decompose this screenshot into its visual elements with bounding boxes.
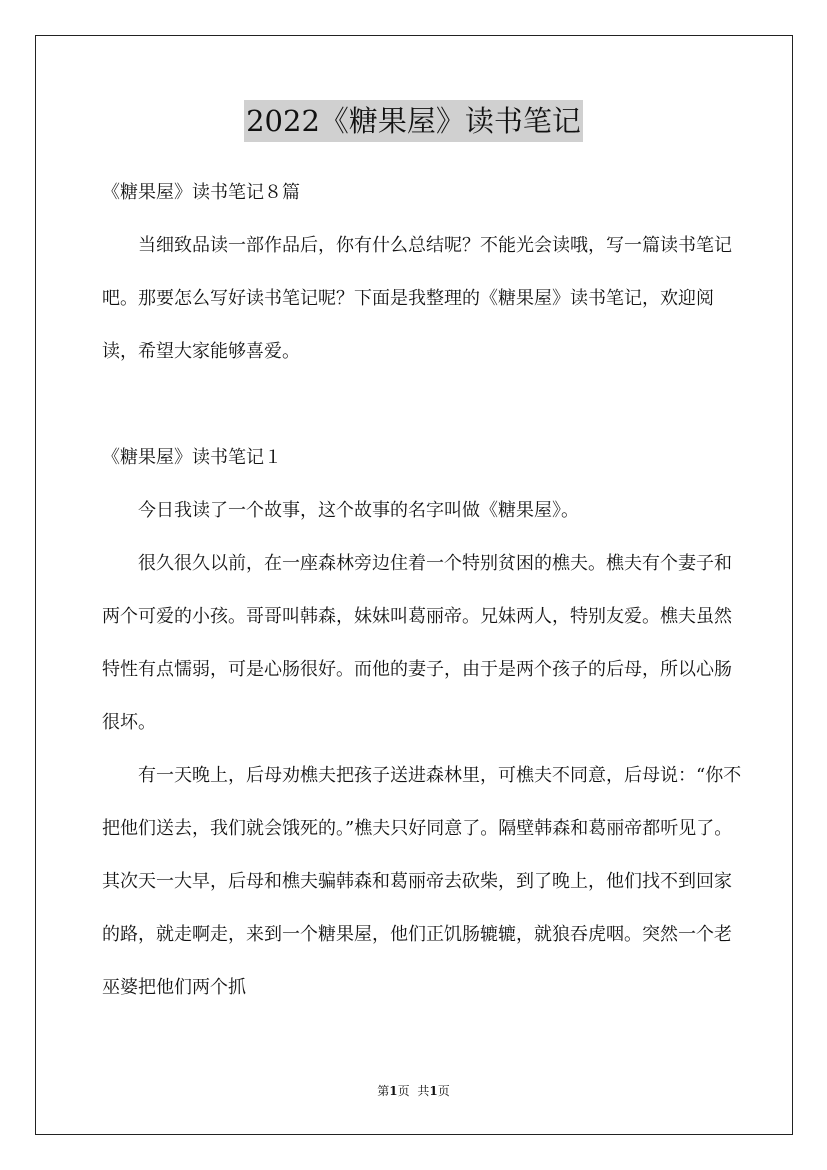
total-pages: 1 [429,1084,438,1098]
blank-line [102,378,742,431]
document-title: 2022《糖果屋》读书笔记 [244,100,583,142]
subtitle: 《糖果屋》读书笔记８篇 [102,182,300,203]
page-number: 1 [389,1084,398,1098]
body-paragraph: 很久很久以前，在一座森林旁边住着一个特别贫困的樵夫。樵夫有个妻子和两个可爱的小孩。哥哥叫韩森，妹妹叫葛丽帝。兄妹两人，特别友爱。樵夫虽然特性有点懦弱，可是心肠很好。而他的妻子，由于是两个孩子的后母，所以心肠很坏。 [102,553,732,733]
section-heading: 《糖果屋》读书笔记１ [102,447,282,468]
title-container [0,100,827,142]
body-paragraph: 有一天晚上，后母劝樵夫把孩子送进森林里，可樵夫不同意，后母说：“你不把他们送去，我们就会饿死的。”樵夫只好同意了。隔壁韩森和葛丽帝都听见了。其次天一大早，后母和樵夫骗韩森和葛丽帝去砍柴，到了晚上，他们找不到回家的路，就走啊走，来到一个糖果屋，他们正饥肠辘辘，就狼吞虎咽。突然一个老巫婆把他们两个抓 [102,765,742,998]
page-label-suffix: 页 [397,1084,410,1098]
total-label-suffix: 页 [437,1084,450,1098]
body-paragraph: 今日我读了一个故事，这个故事的名字叫做《糖果屋》。 [138,500,579,521]
intro-paragraph: 当细致品读一部作品后，你有什么总结呢？不能光会读哦，写一篇读书笔记吧。那要怎么写好读书笔记呢？下面是我整理的《糖果屋》读书笔记，欢迎阅读，希望大家能够喜爱。 [102,235,732,362]
page-footer [0,1082,827,1100]
total-label-prefix: 共 [417,1084,430,1098]
document-body [102,166,742,1014]
page-label-prefix: 第 [377,1084,390,1098]
